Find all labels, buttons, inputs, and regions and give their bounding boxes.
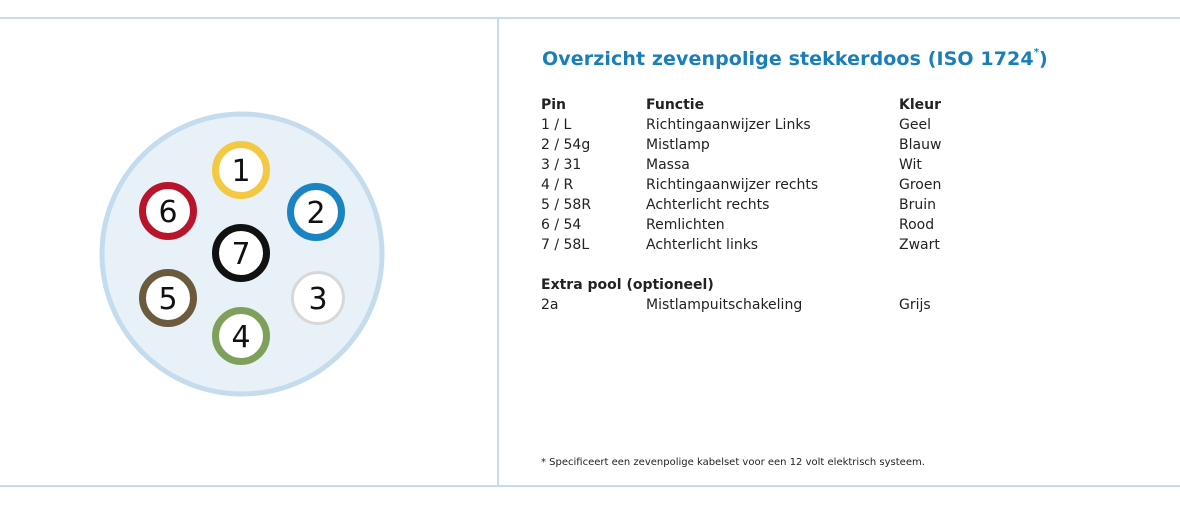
row-function: Massa [646,157,690,173]
row-pin: 1 / L [541,117,572,133]
row-function: Remlichten [646,217,725,233]
pin-label: 4 [231,320,251,355]
pin-3 [293,273,344,324]
header-pin: Pin [541,97,567,113]
header-color: Kleur [899,97,942,113]
header-function: Functie [646,97,705,113]
extra-pole-row [541,295,1041,315]
row-pin: 6 / 54 [541,217,582,233]
footnote: * Specificeert een zevenpolige kabelset voor een 12 volt elektrisch systeem. [541,457,925,468]
extra-pole-title: Extra pool (optioneel) [541,277,714,293]
pin-label: 5 [158,282,178,317]
pin-label: 7 [231,237,251,272]
row-function: Mistlamp [646,137,710,153]
row-color: Wit [899,157,922,173]
row-color: Geel [899,117,931,133]
row-function: Achterlicht links [646,237,759,253]
row-color: Bruin [899,197,936,213]
row-color: Zwart [899,237,940,253]
row-function: Richtingaanwijzer Links [646,117,811,133]
row-color: Blauw [899,137,942,153]
row-pin: 7 / 58L [541,237,590,253]
page-title: Overzicht zevenpolige stekkerdoos (ISO 1724*) [542,47,1048,70]
pin-label: 3 [308,282,328,317]
row-pin: 2 / 54g [541,137,591,153]
pin-4 [216,311,267,362]
pin-5 [143,273,194,324]
pin-label: 2 [306,196,326,231]
pin-6 [143,186,194,237]
extra-color: Grijs [899,297,931,313]
row-pin: 5 / 58R [541,197,592,213]
pin-label: 6 [158,195,178,230]
pin-2 [291,187,342,238]
row-color: Rood [899,217,935,233]
seven-pin-socket-diagram [97,109,387,399]
row-color: Groen [899,177,942,193]
row-function: Richtingaanwijzer rechts [646,177,819,193]
row-pin: 3 / 31 [541,157,582,173]
row-pin: 4 / R [541,177,574,193]
extra-pin: 2a [541,297,559,313]
pin-7 [216,228,267,279]
row-function: Achterlicht rechts [646,197,770,213]
pin-label: 1 [231,154,251,189]
panel-divider [497,17,499,487]
extra-function: Mistlampuitschakeling [646,297,803,313]
pin-1 [216,145,267,196]
